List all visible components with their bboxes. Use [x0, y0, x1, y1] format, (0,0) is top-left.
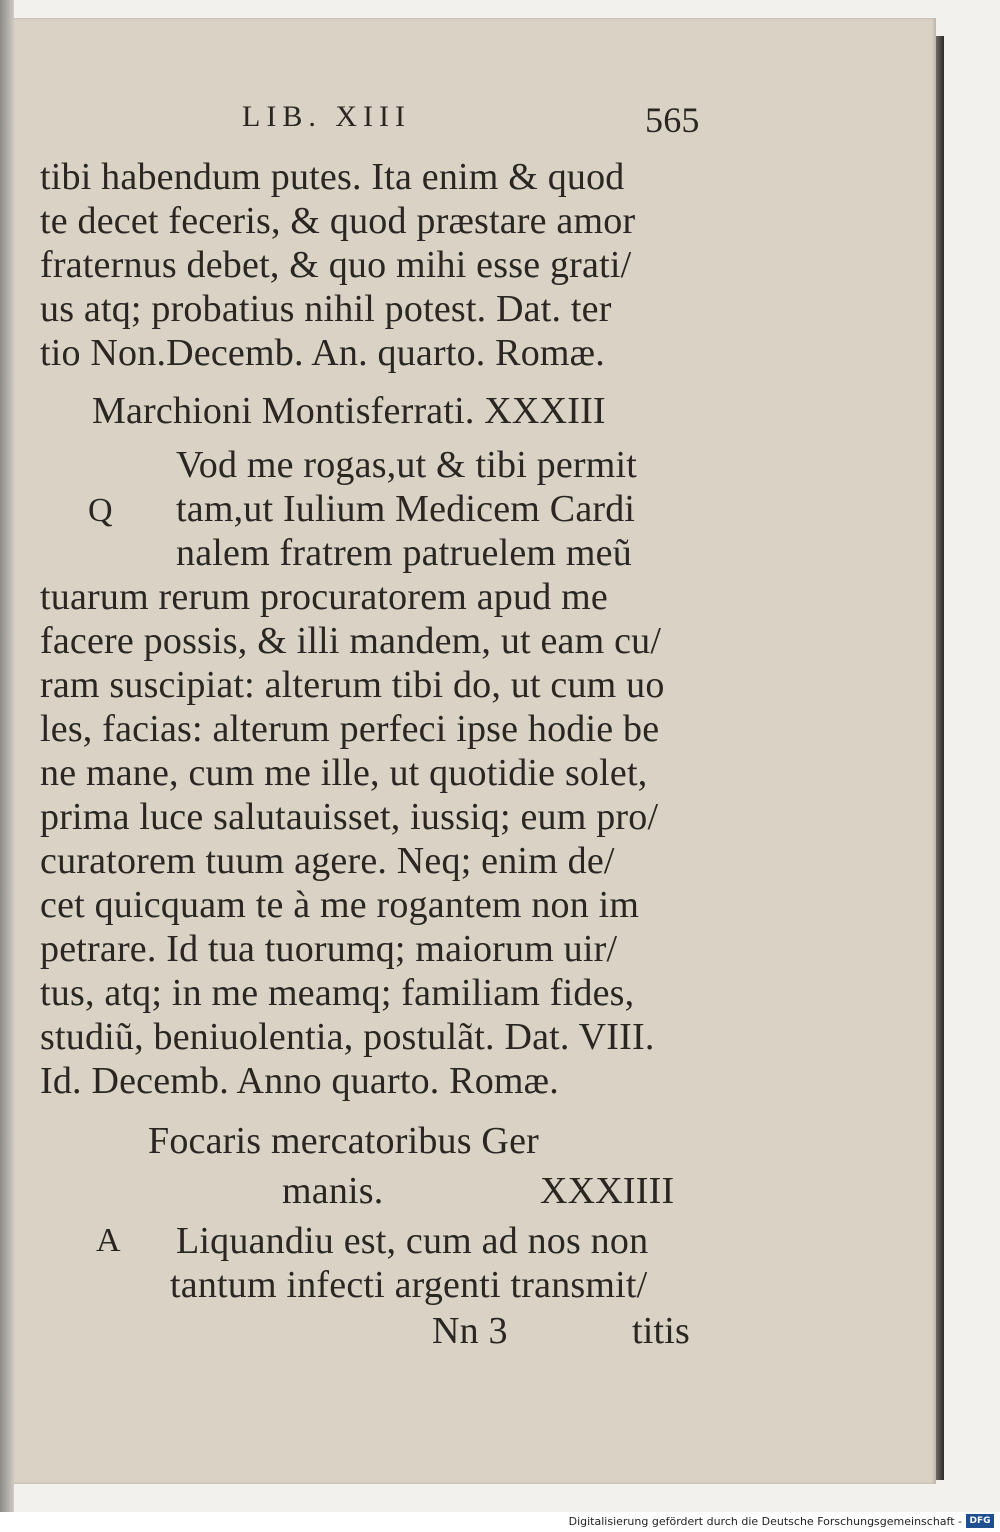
footer-credit: Digitalisierung gefördert durch die Deutsche Forschungsgemeinschaft -: [568, 1515, 962, 1528]
text-line: ram suscipiat: alterum tibi do, ut cum uo: [40, 664, 665, 706]
text-line: nalem fratrem patruelem meũ: [176, 532, 632, 574]
letter-number: XXXIIII: [540, 1170, 675, 1212]
letter-heading: Focaris mercatoribus Ger: [148, 1120, 539, 1162]
text-line: facere possis, & illi mandem, ut eam cu/: [40, 620, 662, 662]
text-line: Liquandiu est, cum ad nos non: [176, 1220, 649, 1262]
text-line: Id. Decemb. Anno quarto. Romæ.: [40, 1060, 559, 1102]
text-line: tio Non.Decemb. An. quarto. Romæ.: [40, 332, 605, 374]
folio-number: 565: [645, 100, 700, 140]
text-line: prima luce salutauisset, iussiq; eum pro/: [40, 796, 659, 838]
dfg-logo-icon: DFG: [966, 1514, 994, 1528]
text-line: curatorem tuum agere. Neq; enim de/: [40, 840, 615, 882]
text-line: tuarum rerum procuratorem apud me: [40, 576, 608, 618]
text-line: tibi habendum putes. Ita enim & quod: [40, 156, 625, 198]
page-edge: [936, 36, 944, 1480]
text-line: Vod me rogas,ut & tibi permit: [176, 444, 638, 486]
text-line: fraternus debet, & quo mihi esse grati/: [40, 244, 632, 286]
footer-bar: [0, 1512, 1000, 1532]
text-line: ne mane, cum me ille, ut quotidie solet,: [40, 752, 648, 794]
text-line: cet quicquam te à me rogantem non im: [40, 884, 640, 926]
text-line: te decet feceris, & quod præstare amor: [40, 200, 636, 242]
letter-heading-continued: manis.: [282, 1170, 384, 1212]
guide-letter: A: [96, 1222, 121, 1259]
text-line: petrare. Id tua tuorumq; maiorum uir/: [40, 928, 618, 970]
text-line: us atq; probatius nihil potest. Dat. ter: [40, 288, 612, 330]
catchword: titis: [632, 1310, 691, 1352]
text-line: tantum infecti argenti transmit/: [170, 1264, 648, 1306]
text-line: les, facias: alterum perfeci ipse hodie be: [40, 708, 660, 750]
text-line: studiũ, beniuolentia, postulãt. Dat. VIII.: [40, 1016, 655, 1058]
signature-mark: Nn 3: [432, 1310, 508, 1352]
letter-heading: Marchioni Montisferrati. XXXIII: [92, 390, 606, 432]
text-line: tus, atq; in me meamq; familiam fides,: [40, 972, 635, 1014]
text-line: tam,ut Iulium Medicem Cardi: [176, 488, 636, 530]
running-head-title: LIB. XIII: [242, 100, 411, 133]
book-binding: [0, 0, 14, 1512]
guide-letter: Q: [88, 492, 113, 529]
